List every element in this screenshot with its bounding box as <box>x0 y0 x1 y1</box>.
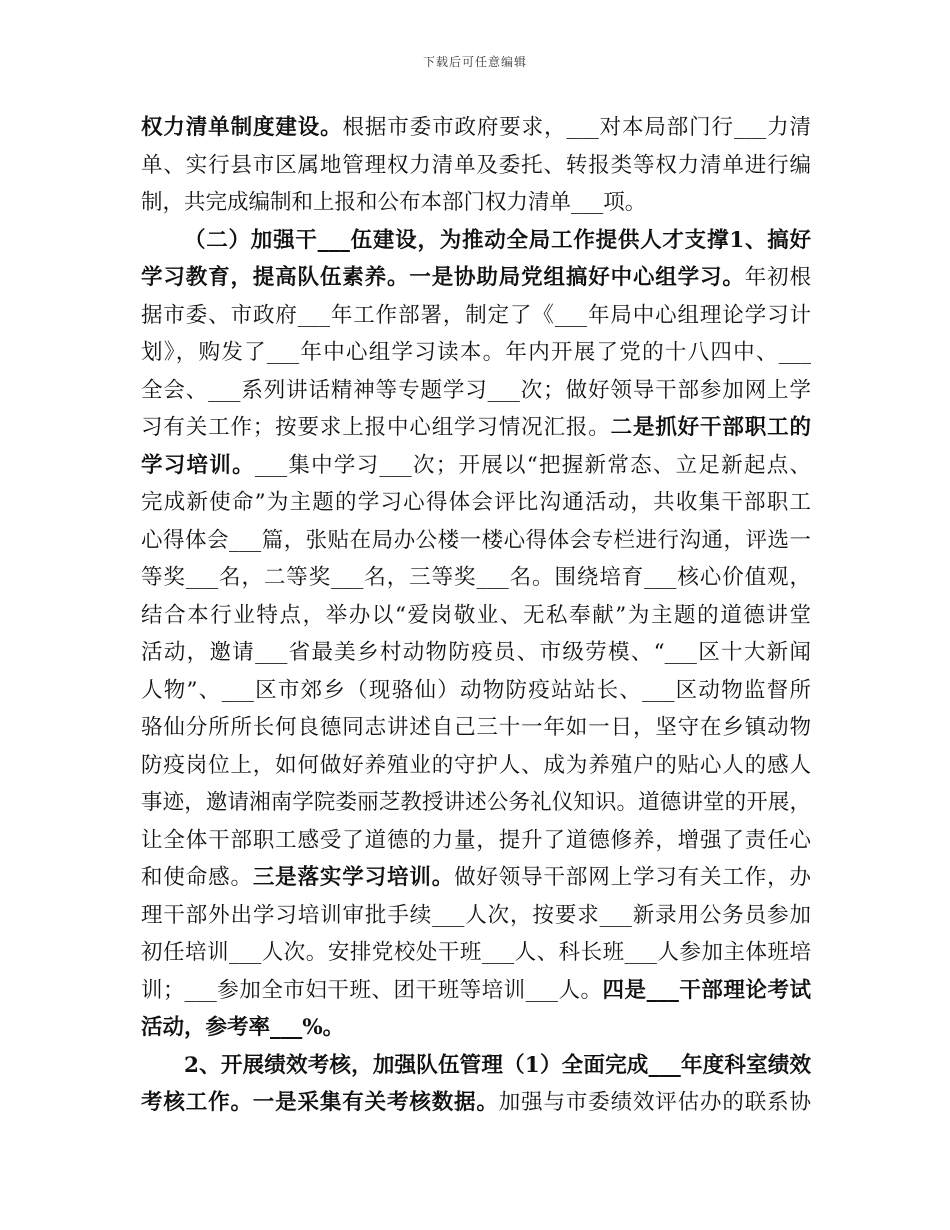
text-line <box>141 148 811 184</box>
body-text: 年初根 <box>744 265 811 290</box>
body-text: 和使命感。 <box>141 865 253 890</box>
body-text: 心得体会___篇，张贴在局办公楼一楼心得体会专栏进行沟通，评选一 <box>141 528 811 553</box>
body-text: 初任培训___人次。安排党校处干班___人、科长班___人参加主体班培 <box>141 940 811 965</box>
text-line <box>141 110 811 146</box>
text-line <box>141 448 811 484</box>
body-text: 骆仙分所所长何良德同志讲述自己三十一年如一日，坚守在乡镇动物 <box>141 715 811 740</box>
text-line <box>141 973 811 1009</box>
body-text: 结合本行业特点，举办以“爱岗敬业、无私奉献”为主题的道德讲堂 <box>141 603 811 628</box>
bold-text: 三是落实学习培训。 <box>252 865 455 890</box>
body-text: 做好领导干部网上学习有关工作，办 <box>454 865 811 890</box>
body-text: 单、实行县市区属地管理权力清单及委托、转报类等权力清单进行编 <box>141 153 811 178</box>
bold-text: 二是抓好干部职工的 <box>610 415 811 440</box>
bold-text: 权力清单制度建设。 <box>141 115 343 140</box>
text-line <box>184 223 811 259</box>
text-line <box>141 298 811 334</box>
body-text: 训；___参加全市妇干班、团干班等培训___人。 <box>141 978 603 1003</box>
body-text: 活动，邀请___省最美乡村动物防疫员、市级劳模、“___区十大新闻 <box>141 640 811 665</box>
body-text: 事迹，邀请湘南学院娄丽芝教授讲述公务礼仪知识。道德讲堂的开展， <box>141 790 811 815</box>
body-text: 制，共完成编制和上报和公布本部门权力清单___项。 <box>141 190 647 215</box>
body-text: 人物”、___区市郊乡（现骆仙）动物防疫站站长、___区动物监督所 <box>141 678 811 703</box>
bold-text: （二）加强干___伍建设，为推动全局工作提供人才支撑1、搞好 <box>184 228 811 253</box>
body-text: 防疫岗位上，如何做好养殖业的守护人、成为养殖户的贴心人的感人 <box>141 753 811 778</box>
text-line <box>141 185 811 221</box>
text-line <box>141 560 811 596</box>
text-line <box>141 260 811 296</box>
page-header: 下载后可任意编辑 <box>422 55 527 69</box>
body-text: 理干部外出学习培训审批手续___人次，按要求___新录用公务员参加 <box>141 903 811 928</box>
body-text: 完成新使命”为主题的学习心得体会评比沟通活动，共收集干部职工 <box>141 490 811 515</box>
text-line <box>141 673 811 709</box>
text-line <box>141 1010 811 1046</box>
text-line <box>141 785 811 821</box>
text-line <box>141 823 811 859</box>
text-line <box>141 410 811 446</box>
text-line <box>141 485 811 521</box>
body-text: 据市委、市政府___年工作部署，制定了《___年局中心组理论学习计 <box>141 303 811 328</box>
body-text: 等奖___名，二等奖___名，三等奖___名。围绕培育___核心价值观， <box>141 565 811 590</box>
text-line <box>141 935 811 971</box>
text-line <box>141 860 811 896</box>
text-line <box>141 523 811 559</box>
bold-text: 活动，参考率___%。 <box>141 1015 345 1040</box>
text-line <box>141 373 811 409</box>
bold-text: 2、开展绩效考核，加强队伍管理（1）全面完成___年度科室绩效 <box>184 1053 811 1078</box>
body-text: ___集中学习___次；开展以“把握新常态、立足新起点、 <box>254 453 811 478</box>
body-text: 全会、___系列讲话精神等专题学习___次；做好领导干部参加网上学 <box>141 378 811 403</box>
bold-text: 考核工作。一是采集有关考核数据。 <box>141 1090 499 1115</box>
text-line <box>141 635 811 671</box>
body-text: 让全体干部职工感受了道德的力量，提升了道德修养，增强了责任心 <box>141 828 811 853</box>
body-text: 划》，购发了___年中心组学习读本。年内开展了党的十八四中、___ <box>141 340 811 365</box>
text-line <box>141 710 811 746</box>
text-line <box>141 748 811 784</box>
bold-text: 学习培训。 <box>141 453 255 478</box>
bold-text: 学习教育，提高队伍素养。一是协助局党组搞好中心组学习。 <box>141 265 745 290</box>
body-text: 根据市委市政府要求，___对本局部门行___力清 <box>342 115 811 140</box>
text-line <box>141 598 811 634</box>
text-line <box>141 1085 811 1121</box>
text-line <box>141 335 811 371</box>
text-line <box>184 1048 811 1084</box>
bold-text: 四是___干部理论考试 <box>602 978 811 1003</box>
text-line <box>141 898 811 934</box>
body-text: 习有关工作；按要求上报中心组学习情况汇报。 <box>141 415 611 440</box>
body-text: 加强与市委绩效评估办的联系协 <box>498 1090 811 1115</box>
